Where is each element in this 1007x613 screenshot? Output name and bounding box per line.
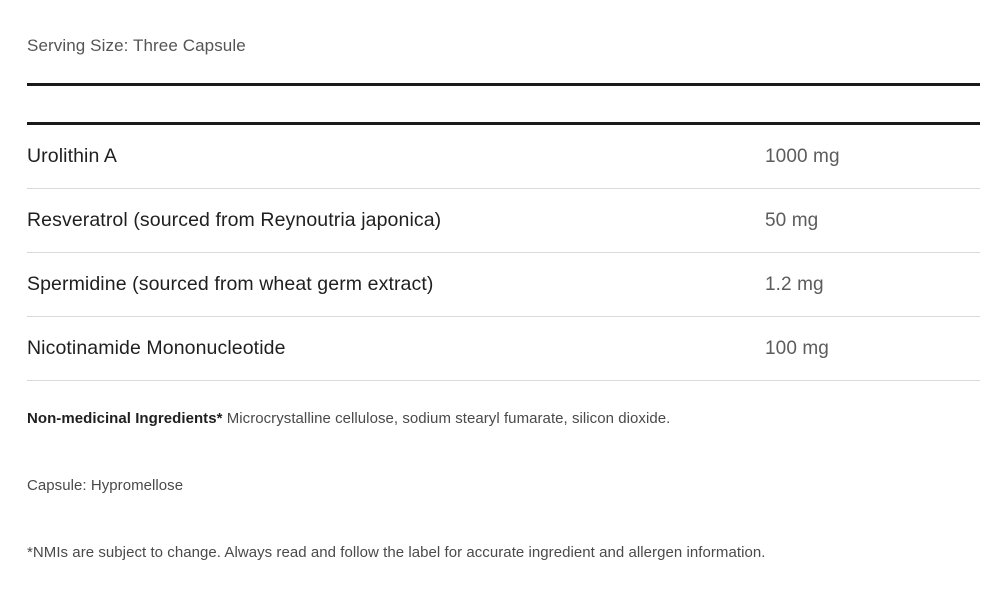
serving-size-label: Serving Size: Three Capsule <box>27 36 246 55</box>
table-row <box>27 189 980 253</box>
ingredients-table <box>27 125 980 381</box>
non-medicinal-ingredients-line <box>27 408 980 430</box>
table-row <box>27 253 980 317</box>
ingredient-amount: 100 mg <box>765 317 980 381</box>
ingredient-amount: 1000 mg <box>765 125 980 189</box>
footnotes <box>27 381 980 564</box>
non-medicinal-text: Microcrystalline cellulose, sodium stearyl fumarate, silicon dioxide. <box>222 410 671 427</box>
ingredient-amount: 1.2 mg <box>765 253 980 317</box>
non-medicinal-heading: Non-medicinal Ingredients* <box>27 410 223 427</box>
divider-gap <box>27 86 980 97</box>
ingredient-amount: 50 mg <box>765 189 980 253</box>
table-row <box>27 125 980 189</box>
capsule-line: Capsule: Hypromellose <box>27 477 184 494</box>
ingredient-name: Urolithin A <box>27 125 765 189</box>
ingredient-name: Nicotinamide Mononucleotide <box>27 317 765 381</box>
table-row <box>27 317 980 381</box>
ingredient-name: Spermidine (sourced from wheat germ extract) <box>27 253 765 317</box>
disclaimer-line: *NMIs are subject to change. Always read and follow the label for accurate ingredient and allergen information. <box>27 544 766 561</box>
ingredient-name: Resveratrol (sourced from Reynoutria japonica) <box>27 189 765 253</box>
